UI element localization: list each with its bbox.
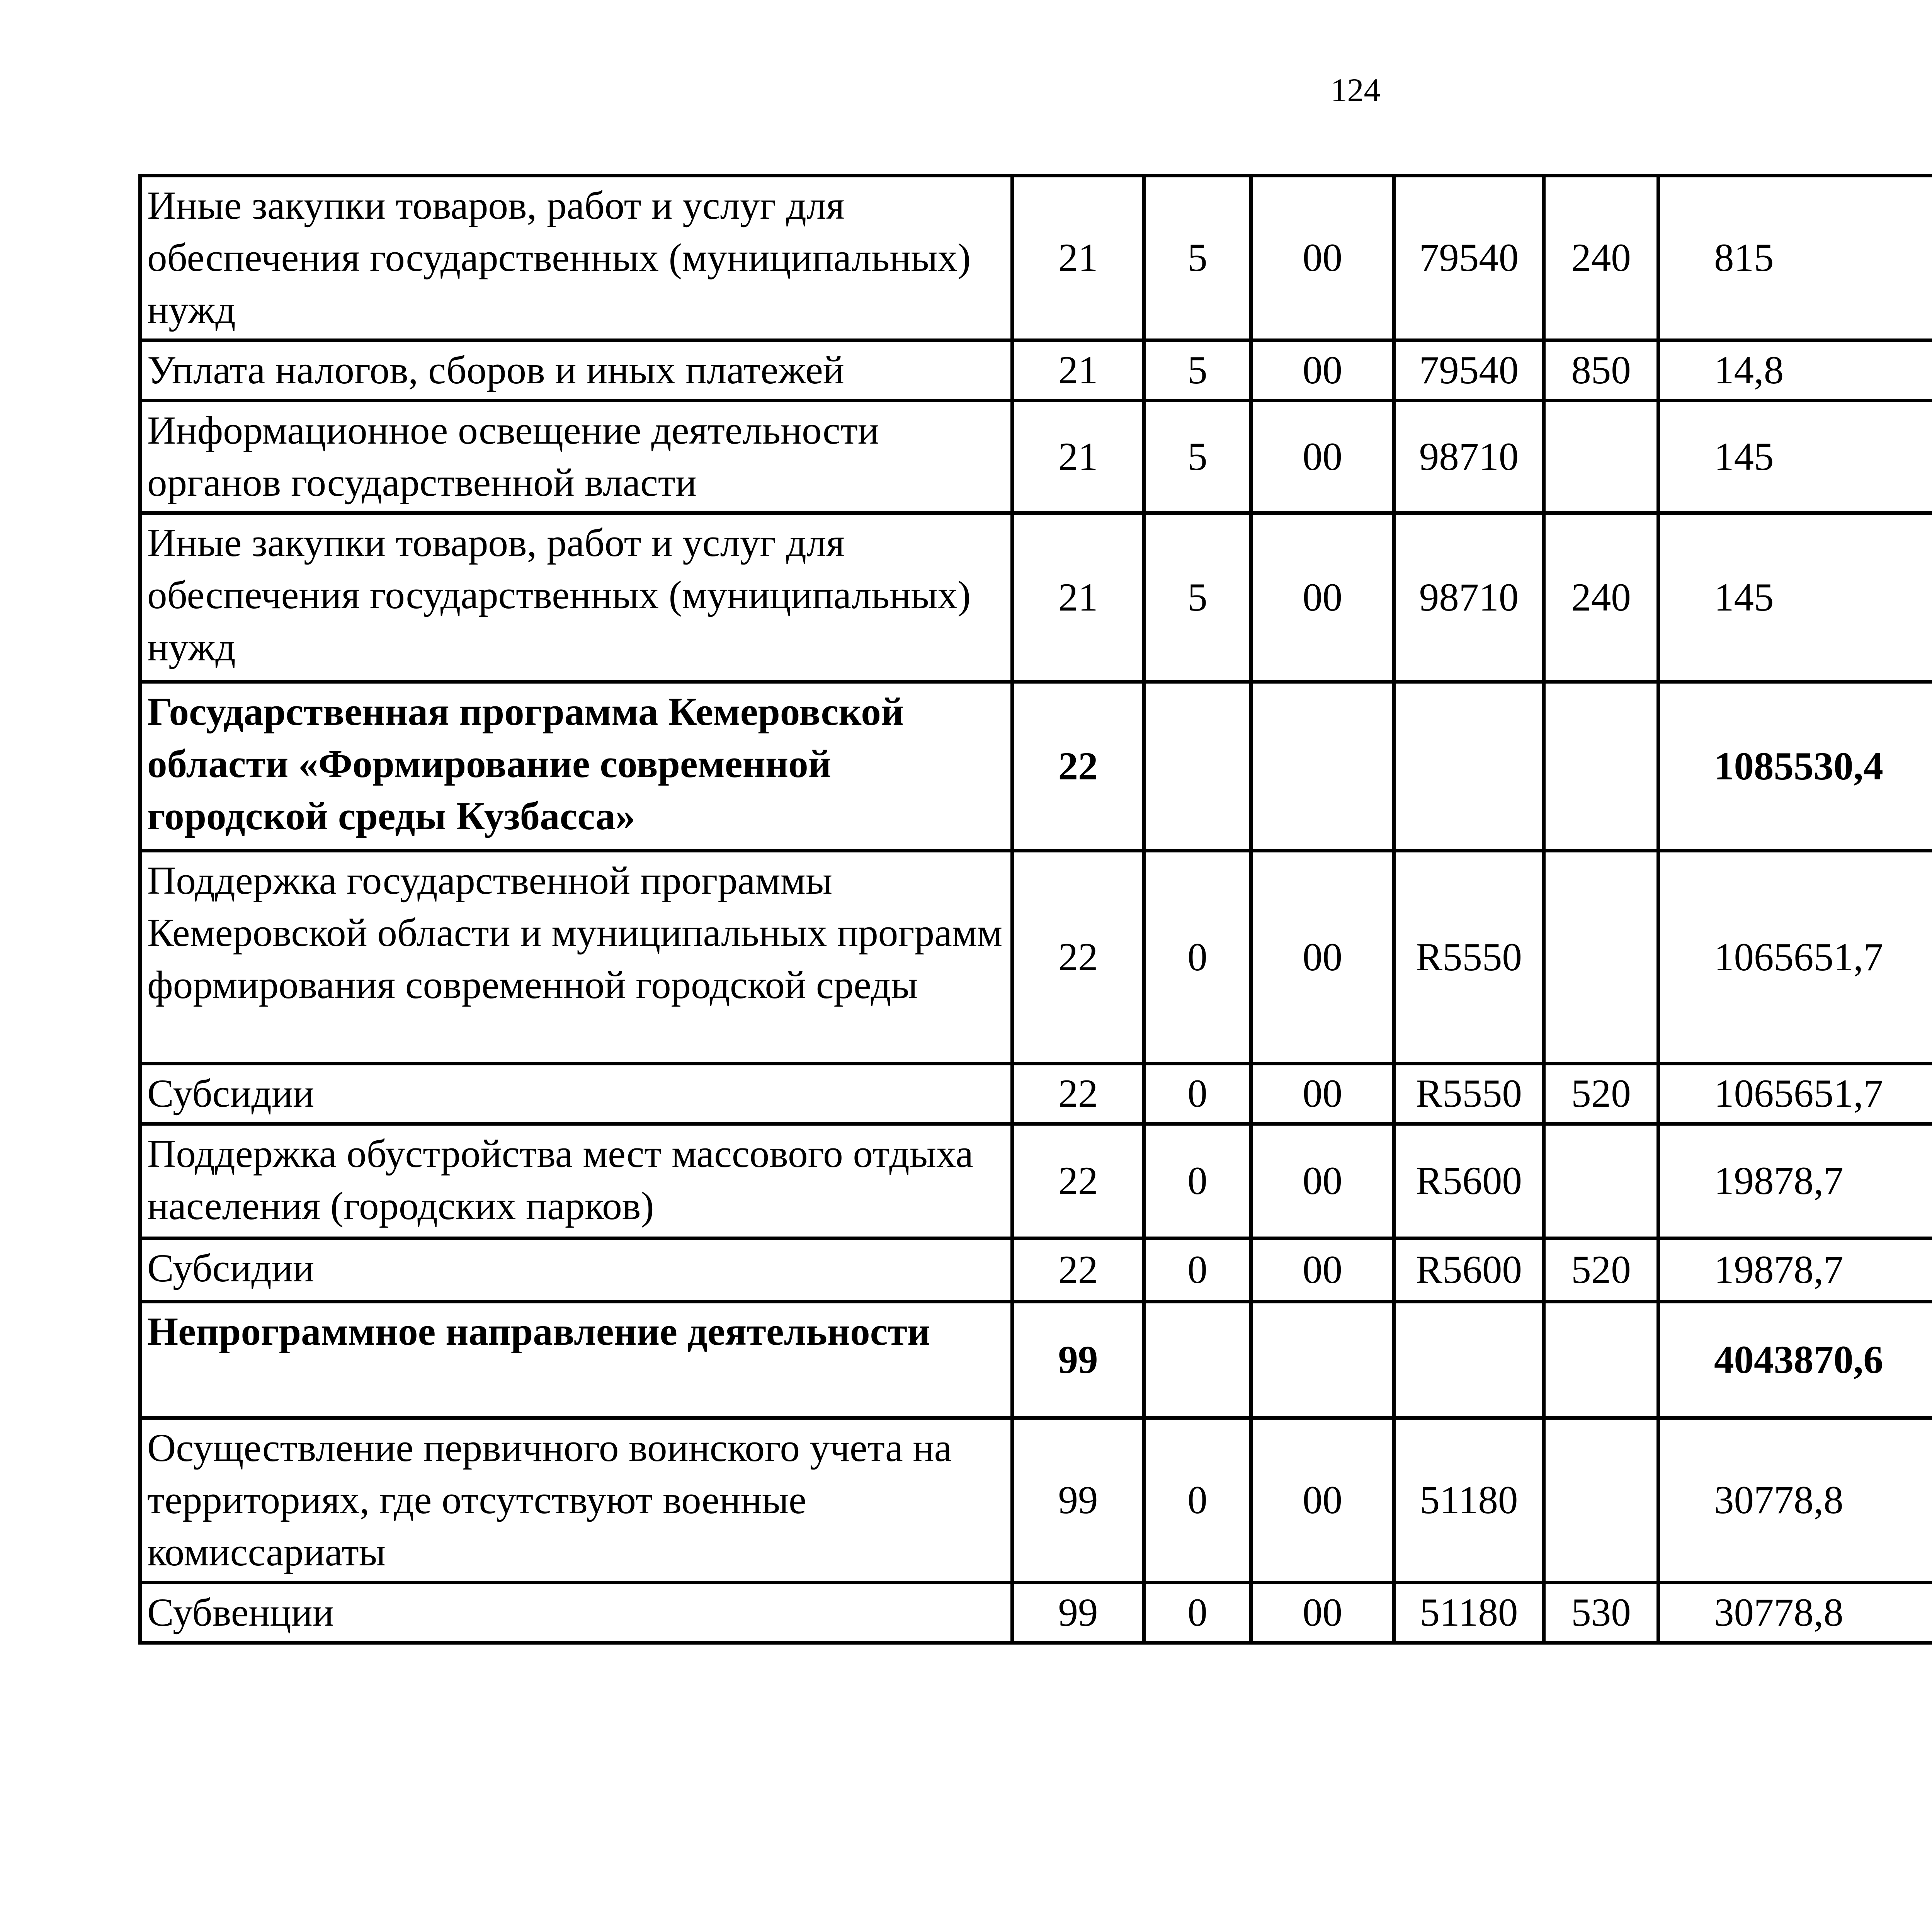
event-code: 00 — [1251, 340, 1394, 401]
subprogram-code: 0 — [1144, 1418, 1251, 1583]
sum-year-1: 815 — [1658, 176, 1932, 340]
program-code: 22 — [1012, 1124, 1144, 1238]
table-row — [140, 1064, 1932, 1124]
subprogram-code: 0 — [1144, 851, 1251, 1064]
subprogram-code: 5 — [1144, 401, 1251, 513]
event-code: 00 — [1251, 1124, 1394, 1238]
program-code: 99 — [1012, 1583, 1144, 1643]
table-row — [140, 1418, 1932, 1583]
program-code: 21 — [1012, 340, 1144, 401]
program-code: 99 — [1012, 1418, 1144, 1583]
table-row — [140, 176, 1932, 340]
program-code: 21 — [1012, 176, 1144, 340]
budget-table — [138, 174, 1932, 1645]
event-code: 00 — [1251, 1238, 1394, 1302]
table-row — [140, 1238, 1932, 1302]
row-name: Поддержка государственной программы Кемеровской области и муниципальных программ формирования современной городской среды — [140, 851, 1012, 1064]
event-code: 00 — [1251, 176, 1394, 340]
event-code: 00 — [1251, 1418, 1394, 1583]
subprogram-code: 5 — [1144, 340, 1251, 401]
subprogram-code: 0 — [1144, 1583, 1251, 1643]
direction-code: 51180 — [1394, 1583, 1544, 1643]
row-name: Информационное освещение деятельности органов государственной власти — [140, 401, 1012, 513]
program-code: 22 — [1012, 851, 1144, 1064]
direction-code: R5600 — [1394, 1238, 1544, 1302]
event-code: 00 — [1251, 1583, 1394, 1643]
row-name: Государственная программа Кемеровской области «Формирование современной городской среды Кузбасса» — [140, 682, 1012, 851]
sum-year-1: 14,8 — [1658, 340, 1932, 401]
table-row — [140, 340, 1932, 401]
direction-code: R5600 — [1394, 1124, 1544, 1238]
event-code: 00 — [1251, 513, 1394, 682]
table-row — [140, 513, 1932, 682]
event-code — [1251, 1302, 1394, 1418]
subprogram-code — [1144, 682, 1251, 851]
subprogram-code: 5 — [1144, 513, 1251, 682]
row-name: Субсидии — [140, 1238, 1012, 1302]
row-name: Осуществление первичного воинского учета на территориях, где отсутствуют военные комиссариаты — [140, 1418, 1012, 1583]
sum-year-1: 19878,7 — [1658, 1124, 1932, 1238]
sum-year-1: 4043870,6 — [1658, 1302, 1932, 1418]
event-code: 00 — [1251, 851, 1394, 1064]
expense-type-code — [1544, 401, 1658, 513]
page-number: 124 — [1330, 71, 1381, 109]
direction-code: 98710 — [1394, 513, 1544, 682]
subprogram-code: 0 — [1144, 1238, 1251, 1302]
row-name: Иные закупки товаров, работ и услуг для обеспечения государственных (муниципальных) нужд — [140, 176, 1012, 340]
expense-type-code: 520 — [1544, 1064, 1658, 1124]
row-name: Уплата налогов, сборов и иных платежей — [140, 340, 1012, 401]
sum-year-1: 19878,7 — [1658, 1238, 1932, 1302]
sum-year-1: 1065651,7 — [1658, 1064, 1932, 1124]
row-name: Субвенции — [140, 1583, 1012, 1643]
subprogram-code: 0 — [1144, 1064, 1251, 1124]
direction-code: R5550 — [1394, 851, 1544, 1064]
expense-type-code — [1544, 1418, 1658, 1583]
sum-year-1: 30778,8 — [1658, 1418, 1932, 1583]
table-row — [140, 682, 1932, 851]
direction-code: R5550 — [1394, 1064, 1544, 1124]
program-code: 22 — [1012, 1238, 1144, 1302]
program-code: 21 — [1012, 401, 1144, 513]
row-name: Субсидии — [140, 1064, 1012, 1124]
table-row — [140, 401, 1932, 513]
event-code — [1251, 682, 1394, 851]
subprogram-code — [1144, 1302, 1251, 1418]
expense-type-code — [1544, 682, 1658, 851]
subprogram-code: 0 — [1144, 1124, 1251, 1238]
sum-year-1: 1085530,4 — [1658, 682, 1932, 851]
expense-type-code: 240 — [1544, 176, 1658, 340]
expense-type-code — [1544, 1124, 1658, 1238]
sum-year-1: 145 — [1658, 513, 1932, 682]
sum-year-1: 1065651,7 — [1658, 851, 1932, 1064]
table-row — [140, 851, 1932, 1064]
expense-type-code — [1544, 851, 1658, 1064]
direction-code — [1394, 1302, 1544, 1418]
program-code: 99 — [1012, 1302, 1144, 1418]
table-row — [140, 1583, 1932, 1643]
program-code: 21 — [1012, 513, 1144, 682]
subprogram-code: 5 — [1144, 176, 1251, 340]
direction-code: 79540 — [1394, 176, 1544, 340]
expense-type-code — [1544, 1302, 1658, 1418]
program-code: 22 — [1012, 1064, 1144, 1124]
sum-year-1: 145 — [1658, 401, 1932, 513]
expense-type-code: 530 — [1544, 1583, 1658, 1643]
table-row — [140, 1124, 1932, 1238]
row-name: Непрограммное направление деятельности — [140, 1302, 1012, 1418]
program-code: 22 — [1012, 682, 1144, 851]
expense-type-code: 240 — [1544, 513, 1658, 682]
row-name: Иные закупки товаров, работ и услуг для обеспечения государственных (муниципальных) нужд — [140, 513, 1012, 682]
row-name: Поддержка обустройства мест массового отдыха населения (городских парков) — [140, 1124, 1012, 1238]
sum-year-1: 30778,8 — [1658, 1583, 1932, 1643]
expense-type-code: 850 — [1544, 340, 1658, 401]
direction-code: 79540 — [1394, 340, 1544, 401]
event-code: 00 — [1251, 1064, 1394, 1124]
table-row — [140, 1302, 1932, 1418]
direction-code: 98710 — [1394, 401, 1544, 513]
direction-code: 51180 — [1394, 1418, 1544, 1583]
event-code: 00 — [1251, 401, 1394, 513]
direction-code — [1394, 682, 1544, 851]
expense-type-code: 520 — [1544, 1238, 1658, 1302]
